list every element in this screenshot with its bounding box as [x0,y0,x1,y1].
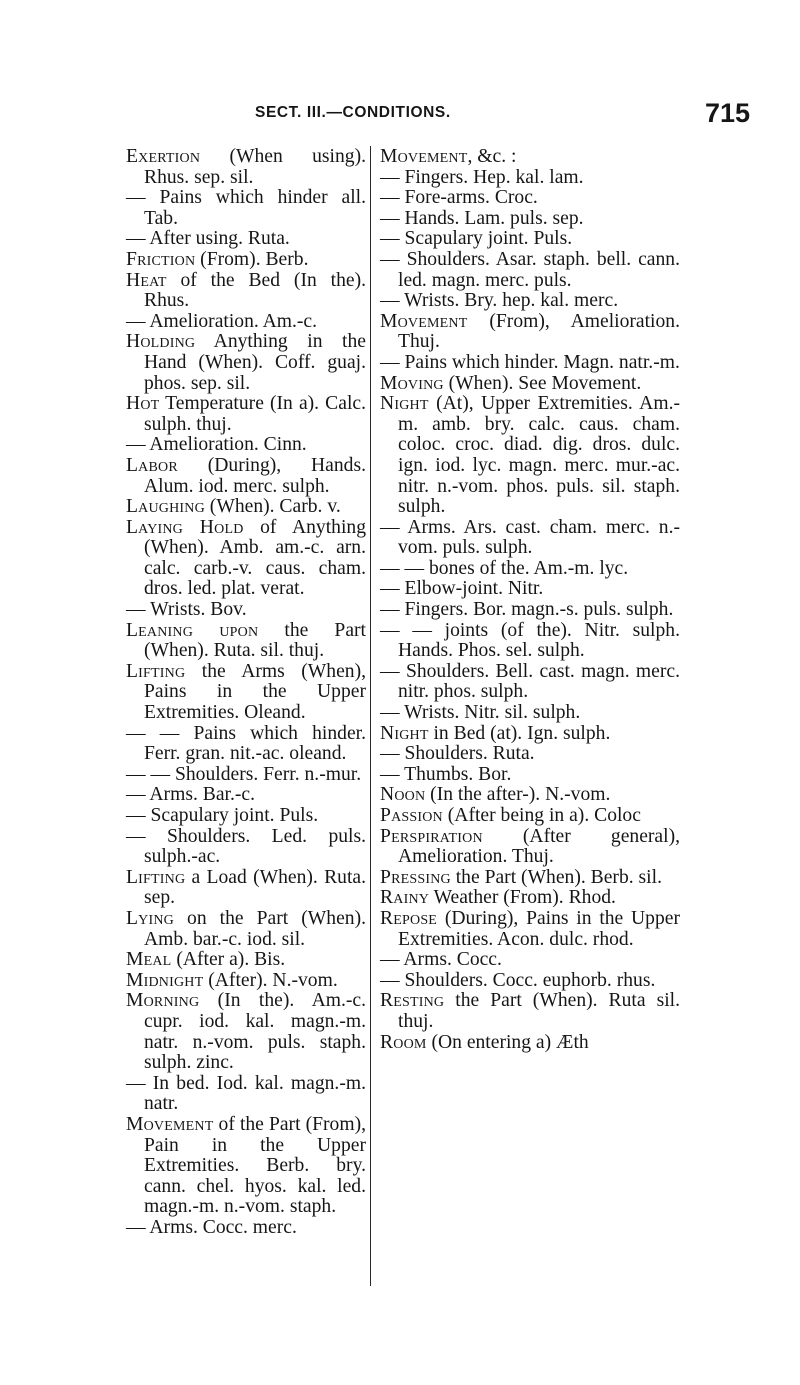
entry-text: (During), Hands. Alum. iod. merc. sulph. [144,454,366,497]
entry-text: , &c. : [467,146,517,167]
entry-heading: Laying Hold [126,516,244,538]
index-entry [380,827,680,868]
entry-text: Weather (From). Rhod. [429,887,616,909]
entry-text: — Scapulary joint. Puls. [380,228,573,250]
index-entry [380,188,680,209]
index-entry [126,950,366,971]
entry-heading: Moving [380,372,444,394]
entry-text: — Shoulders. Bell. cast. magn. merc. nitr. phos. sulph. [380,660,680,703]
index-entry [126,662,366,724]
entry-text: — Amelioration. Cinn. [126,434,307,456]
index-entry [380,724,680,745]
entry-text: — — joints (of the). Nitr. sulph. Hands. Phos. sel. sulph. [380,619,680,662]
entry-text: — Arms. Cocc. [380,949,502,971]
entry-text: the Part (When). Ruta. sil. thuj. [144,619,366,662]
entry-text: — Arms. Bar.-c. [126,784,255,806]
index-entry [126,188,366,229]
entry-heading: Pressing [380,866,451,888]
entry-text: (After a). Bis. [171,949,286,971]
entry-text: on the Part (When). Amb. bar.-c. iod. sil. [144,907,366,950]
index-entry [380,168,680,189]
entry-heading: Noon [380,784,426,806]
entry-text: the Part (When). Ruta sil. thuj. [398,990,680,1032]
entry-text: — Shoulders. Led. puls. sulph.-ac. [126,825,366,868]
index-entry [126,518,366,600]
index-entry [380,806,680,827]
entry-text: (When). See Movement. [443,372,642,394]
entry-text: — — Shoulders. Ferr. n.-mur. [126,763,362,785]
right-column [380,147,680,1053]
index-entry [380,312,680,353]
entry-text: (After being in a). Coloc [442,805,641,826]
index-entry [380,147,680,168]
index-entry [380,703,680,724]
entry-text: (When using). Rhus. sep. sil. [144,146,366,188]
index-entry [126,806,366,827]
entry-text: — Shoulders. Ruta. [380,743,535,765]
entry-heading: Repose [380,907,438,929]
entry-text: — Elbow-joint. Nitr. [380,578,544,600]
index-entry [126,724,366,765]
entry-heading: Friction [126,248,196,270]
entry-text: in Bed (at). Ign. sulph. [428,722,611,744]
entry-text: — Fore-arms. Croc. [380,187,538,209]
entry-text: — — bones of the. Am.-m. lyc. [380,557,629,579]
entry-heading: Movement [380,146,468,167]
index-entry [380,374,680,395]
index-entry [380,662,680,703]
entry-text: — — Pains which hinder. Ferr. gran. nit.-ac. oleand. [126,722,366,765]
entry-text: a Load (When). Ruta. sep. [144,866,366,909]
entry-heading: Meal [126,949,172,971]
entry-text: (In the after-). N.-vom. [425,784,611,806]
entry-text: — Amelioration. Am.-c. [126,310,318,332]
entry-text: Anything in the Hand (When). Coff. guaj. phos. sep. sil. [144,331,366,394]
index-entry [126,621,366,662]
entry-text: (In the). Am.-c. cupr. iod. kal. magn.-m. natr. n.-vom. puls. staph. sulph. zinc. [144,990,366,1074]
entry-text: of the Bed (In the). Rhus. [144,269,366,312]
entry-heading: Holding [126,331,196,353]
entry-text: — Shoulders. Cocc. euphorb. rhus. [380,969,656,991]
entry-text: of the Part (From), Pain in the Upper Extremities. Berb. bry. cann. chel. hyos. kal. led. magn.-m. n.-vom. staph. [144,1113,366,1218]
section-title: SECT. III.—CONDITIONS. [255,104,451,121]
index-entry [126,332,366,394]
entry-text: — Scapulary joint. Puls. [126,805,319,826]
index-entry [126,435,366,456]
index-entry [126,827,366,868]
entry-text: (At), Upper Extremities. Am.-m. amb. bry. calc. caus. cham. coloc. croc. diad. dig. dros. dulc. ign. iod. lyc. magn. merc. mur.-ac. nitr. n.-vom. phos. puls. sil. staph. sulph. [398,393,680,518]
entry-heading: Leaning upon [126,619,259,641]
index-entry [380,250,680,291]
index-entry [126,600,366,621]
index-entry [380,394,680,518]
entry-text: (After general), Amelioration. Thuj. [398,825,680,868]
entry-text: (During), Pains in the Upper Extremities. Acon. dulc. rhod. [398,907,680,950]
entry-text: — Fingers. Bor. magn.-s. puls. sulph. [380,599,674,621]
index-entry [126,456,366,497]
index-entry [380,518,680,559]
index-entry [380,559,680,580]
index-entry [380,1033,680,1054]
column-divider [370,146,371,1286]
index-entry [380,971,680,992]
entry-text: — In bed. Iod. kal. magn.-m. natr. [126,1072,366,1115]
entry-text: — Pains which hinder all. Tab. [126,187,366,229]
entry-heading: Rainy [380,887,430,909]
entry-text: — Arms. Ars. cast. cham. merc. n.-vom. puls. sulph. [380,516,680,559]
entry-heading: Room [380,1031,427,1053]
entry-text: — Shoulders. Asar. staph. bell. cann. led. magn. merc. puls. [380,248,680,291]
index-entry [380,991,680,1032]
entry-text: — Wrists. Bov. [126,599,247,621]
running-header [0,100,800,140]
entry-text: (From). Berb. [195,248,309,270]
index-entry [126,497,366,518]
entry-text: (From), Amelioration. Thuj. [398,310,680,353]
entry-text: — Wrists. Nitr. sil. sulph. [380,702,581,724]
index-entry [380,785,680,806]
index-entry [126,394,366,435]
entry-heading: Movement [126,1113,214,1135]
entry-heading: Laughing [126,496,205,518]
entry-heading: Passion [380,805,443,826]
entry-heading: Night [380,722,429,744]
entry-heading: Lying [126,907,174,929]
index-entry [380,600,680,621]
entry-text: — Wrists. Bry. hep. kal. merc. [380,290,619,312]
index-entry [380,765,680,786]
index-entry [126,1115,366,1218]
entry-heading: Labor [126,454,178,476]
entry-heading: Lifting [126,866,186,888]
index-entry [126,1218,366,1239]
index-entry [126,971,366,992]
entry-heading: Resting [380,990,445,1012]
page-number: 715 [705,98,751,128]
index-entry [380,868,680,889]
index-entry [380,909,680,950]
index-entry [126,991,366,1073]
entry-text: — Pains which hinder. Magn. natr.-m. [380,351,680,373]
index-entry [126,909,366,950]
index-entry [380,744,680,765]
index-entry [380,621,680,662]
entry-heading: Hot [126,393,160,415]
index-entry [126,1074,366,1115]
entry-text: (After). N.-vom. [203,969,338,991]
index-entry [126,147,366,188]
entry-heading: Midnight [126,969,204,991]
index-entry [126,229,366,250]
index-entry [126,868,366,909]
entry-text: Temperature (In a). Calc. sulph. thuj. [144,393,366,435]
entry-heading: Movement [380,310,468,332]
entry-text: — After using. Ruta. [126,228,290,250]
index-entry [126,765,366,786]
entry-heading: Exertion [126,146,201,167]
index-entry [380,229,680,250]
entry-text: (On entering a) Æth [426,1031,589,1053]
index-entry [126,312,366,333]
index-entry [126,271,366,312]
entry-heading: Heat [126,269,167,291]
entry-text: the Arms (When), Pains in the Upper Extremities. Oleand. [144,660,366,724]
entry-text: (When). Carb. v. [204,496,341,518]
entry-text: — Hands. Lam. puls. sep. [380,207,584,229]
entry-text: of Anything (When). Amb. am.-c. arn. calc. carb.-v. caus. cham. dros. led. plat. verat. [144,516,367,600]
index-entry [380,950,680,971]
entry-heading: Night [380,393,429,415]
index-entry [380,579,680,600]
index-entry [126,785,366,806]
entry-heading: Morning [126,990,200,1012]
index-entry [380,888,680,909]
index-entry [380,353,680,374]
index-entry [380,291,680,312]
entry-heading: Lifting [126,660,186,682]
entry-text: — Fingers. Hep. kal. lam. [380,166,584,188]
entry-heading: Perspiration [380,825,483,847]
entry-text: — Arms. Cocc. merc. [126,1216,297,1238]
left-column [126,147,366,1238]
index-entry [380,209,680,230]
entry-text: the Part (When). Berb. sil. [450,866,662,888]
entry-text: — Thumbs. Bor. [380,763,512,785]
index-entry [126,250,366,271]
